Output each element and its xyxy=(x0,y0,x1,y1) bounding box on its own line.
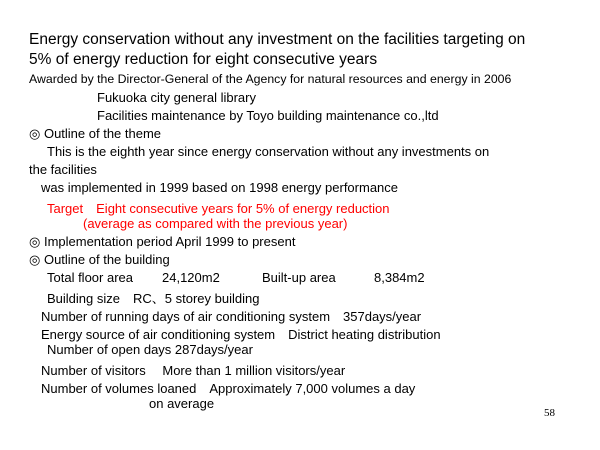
target-line-1: Target Eight consecutive years for 5% of energy reduction xyxy=(47,201,390,216)
outline-theme-heading: ◎ Outline of the theme xyxy=(29,126,162,141)
outline-building-heading: ◎ Outline of the building xyxy=(29,252,170,267)
floor-area-label: Total floor area xyxy=(47,270,133,285)
open-days: Number of open days 287days/year xyxy=(47,342,253,357)
target-line-2: (average as compared with the previous year) xyxy=(83,216,348,231)
theme-line-3: was implemented in 1999 based on 1998 energy performance xyxy=(41,180,399,195)
org-maintenance: Facilities maintenance by Toyo building maintenance co.,ltd xyxy=(97,108,439,123)
theme-line-1: This is the eighth year since energy conservation without any investments on xyxy=(47,144,490,159)
volumes-loaned-line-1: Number of volumes loaned Approximately 7,000 volumes a day xyxy=(41,381,416,396)
volumes-loaned-line-2: on average xyxy=(149,396,215,411)
visitors: Number of visitors More than 1 million visitors/year xyxy=(41,363,346,378)
org-library: Fukuoka city general library xyxy=(97,90,256,105)
award-line: Awarded by the Director-General of the Agency for natural resources and energy in 2006 xyxy=(29,72,512,86)
theme-line-2: the facilities xyxy=(29,162,97,177)
built-up-label: Built-up area xyxy=(262,270,336,285)
title-line-1: Energy conservation without any investment on the facilities targeting on xyxy=(29,31,526,48)
implementation-period: ◎ Implementation period April 1999 to present xyxy=(29,234,296,249)
title-line-2: 5% of energy reduction for eight consecutive years xyxy=(29,51,378,68)
ac-energy-source: Energy source of air conditioning system District heating distribution xyxy=(41,327,441,342)
building-size: Building size RC、5 storey building xyxy=(47,291,260,306)
built-up-value: 8,384m2 xyxy=(374,270,425,285)
floor-area-value: 24,120m2 xyxy=(162,270,220,285)
page-number: 58 xyxy=(544,407,555,419)
ac-running-days: Number of running days of air conditioning system 357days/year xyxy=(41,309,422,324)
